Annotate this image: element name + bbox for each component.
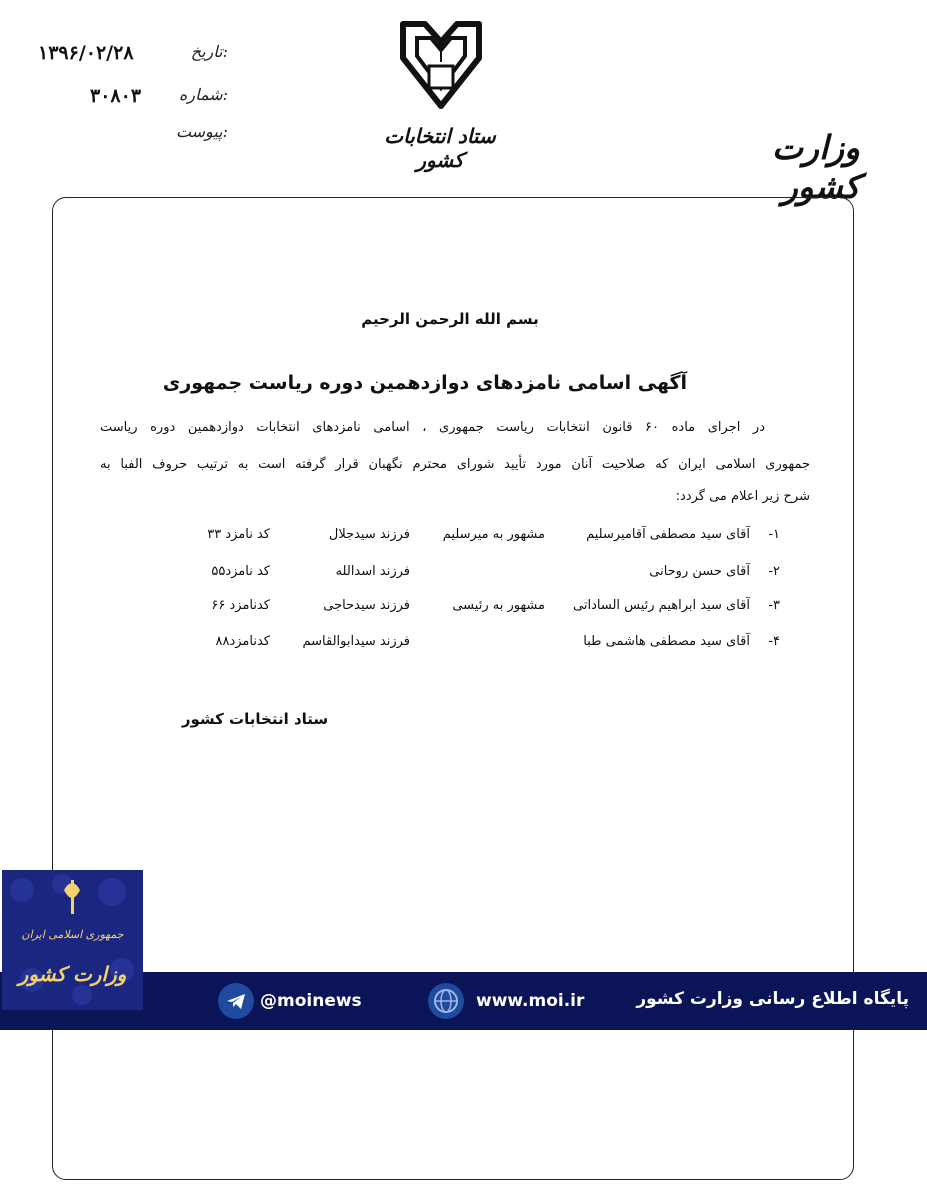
logo-line-2: وزارت کشور: [18, 962, 127, 986]
candidate-father: فرزند اسدالله: [335, 564, 410, 579]
candidate-code: کدنامزد۸۸: [215, 634, 270, 649]
candidate-name: آقای سید مصطفی هاشمی طبا: [583, 634, 750, 649]
candidate-known-as: مشهور به رئیسی: [452, 598, 545, 613]
candidate-number: ۴-: [768, 634, 780, 649]
number-label: شماره:: [178, 85, 228, 104]
candidate-row: [100, 564, 790, 586]
candidate-row: [100, 527, 790, 549]
ministry-title: وزارت کشور: [771, 128, 860, 206]
globe-icon: [428, 983, 464, 1019]
website-link[interactable]: [428, 983, 608, 1019]
candidate-name: آقای سید ابراهیم رئیس الساداتی: [573, 598, 750, 613]
candidate-number: ۳-: [768, 598, 780, 613]
candidate-number: ۲-: [768, 564, 780, 579]
election-hq-emblem-icon: [395, 18, 487, 113]
letter-meta: [38, 30, 228, 150]
date-row: [38, 42, 228, 72]
candidate-father: فرزند سیدحاجی: [323, 598, 410, 613]
paragraph-line-2: جمهوری اسلامی ایران که صلاحیت آنان مورد تأیید شورای محترم نگهبان قرار گرفته است به ترتیب حروف الفبا به: [100, 457, 810, 472]
website-url: www.moi.ir: [476, 991, 585, 1011]
candidate-number: ۱-: [768, 527, 780, 542]
candidate-name: آقای سید مصطفی آقامیرسلیم: [586, 527, 750, 542]
telegram-handle: @moinews: [260, 991, 362, 1011]
candidate-code: کدنامزد ۶۶: [211, 598, 270, 613]
candidate-row: [100, 634, 790, 656]
candidate-code: کد نامزد۵۵: [211, 564, 270, 579]
date-value: ۱۳۹۶/۰۲/۲۸: [38, 42, 134, 64]
basmala: بسم الله الرحمن الرحیم: [361, 310, 539, 328]
notice-title: آگهی اسامی نامزدهای دوازدهمین دوره ریاست جمهوری: [162, 372, 688, 394]
telegram-icon: [218, 983, 254, 1019]
paragraph-line-3: شرح زیر اعلام می گردد:: [675, 489, 810, 504]
logo-line-1: جمهوری اسلامی ایران: [21, 928, 124, 941]
attachment-label: پیوست:: [175, 122, 228, 141]
signature: ستاد انتخابات کشور: [181, 710, 329, 728]
document-frame: [52, 197, 854, 1180]
telegram-link[interactable]: [218, 983, 398, 1019]
candidate-known-as: مشهور به میرسلیم: [442, 527, 545, 542]
candidate-father: فرزند سیدجلال: [328, 527, 410, 542]
number-value: ۳۰۸۰۳: [90, 85, 142, 107]
date-label: تاریخ:: [190, 42, 228, 61]
ministry-logo: [2, 870, 143, 1010]
candidate-row: [100, 598, 790, 620]
election-hq-title: ستاد انتخابات کشور: [384, 124, 496, 172]
attachment-row: [38, 122, 228, 152]
candidate-code: کد نامزد ۳۳: [207, 527, 270, 542]
paragraph-line-1: در اجرای ماده ۶۰ قانون انتخابات ریاست جمهوری ، اسامی نامزدهای انتخابات دوازدهمین دوره ریاست: [100, 420, 765, 435]
candidate-name: آقای حسن روحانی: [649, 564, 750, 579]
banner-title: پایگاه اطلاع رسانی وزارت کشور: [636, 989, 909, 1009]
candidate-father: فرزند سیدابوالقاسم: [302, 634, 410, 649]
number-row: [38, 85, 228, 115]
